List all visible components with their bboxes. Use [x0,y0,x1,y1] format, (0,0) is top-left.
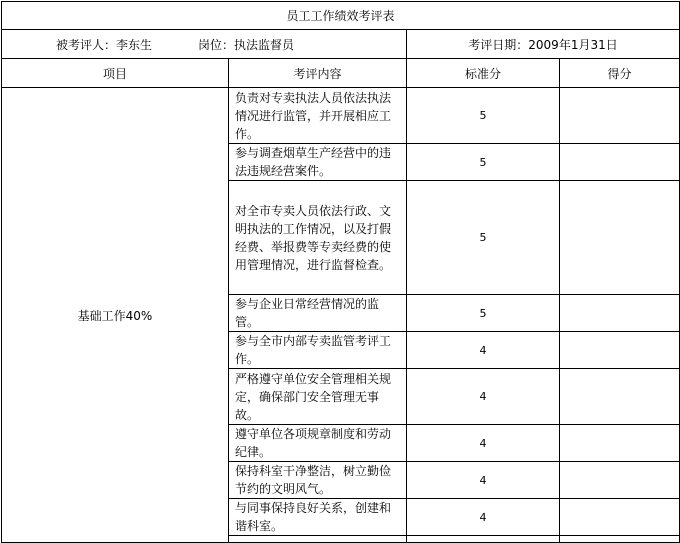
content-cell [229,332,407,369]
standard-score: 4 [407,499,560,536]
score-cell[interactable] [560,425,680,462]
content-cell [229,181,407,295]
info-left-cell [2,30,407,59]
content-text: 对全市专卖人员依法行政、文明执法的工作情况，以及打假经费、举报费等专卖经费的使用管理情况，进行监督检查。 [235,203,392,272]
standard-score: 5 [407,88,560,144]
content-cell [229,425,407,462]
header-item: 项目 [2,59,229,88]
category-cell: 基础工作40% [2,88,229,543]
standard-score: 5 [407,295,560,332]
standard-score: 5 [407,144,560,181]
standard-score: 5 [407,181,560,295]
score-cell[interactable] [560,144,680,181]
info-row [2,30,680,59]
content-text: 参与企业日常经营情况的监管。 [235,297,380,329]
standard-score-partial [407,536,560,543]
position-label: 岗位：执法监督员 [198,37,295,52]
title-row [2,2,680,30]
score-cell[interactable] [560,88,680,144]
appraisal-date: 考评日期：2009年1月31日 [407,30,680,59]
content-text: 遵守单位各项规章制度和劳动纪律。 [235,427,392,459]
standard-score: 4 [407,332,560,369]
content-cell-partial [229,536,407,543]
content-cell [229,295,407,332]
content-cell [229,462,407,499]
content-cell [229,369,407,425]
content-text: 参与全市内部专卖监管考评工作。 [235,334,392,366]
standard-score: 4 [407,425,560,462]
header-standard: 标准分 [407,59,560,88]
score-cell[interactable] [560,462,680,499]
score-cell-partial [560,536,680,543]
score-cell[interactable] [560,499,680,536]
content-text: 保持科室干净整洁，树立勤俭节约的文明风气。 [235,464,392,496]
standard-score: 4 [407,369,560,425]
header-content: 考评内容 [229,59,407,88]
content-cell [229,88,407,144]
score-cell[interactable] [560,369,680,425]
content-text: 与同事保持良好关系，创建和谐科室。 [235,501,392,533]
score-cell[interactable] [560,295,680,332]
content-text: 负责对专卖执法人员依法执法情况进行监管，并开展相应工作。 [235,90,392,141]
table-row [2,88,680,144]
standard-score: 4 [407,462,560,499]
header-row [2,59,680,88]
content-text: 参与调查烟草生产经营中的违法违规经营案件。 [235,146,392,178]
examinee-label: 被考评人：李东生 [56,37,153,52]
appraisal-table [1,1,680,543]
content-text: 严格遵守单位安全管理相关规定，确保部门安全管理无事故。 [235,371,392,422]
score-cell[interactable] [560,181,680,295]
header-score: 得分 [560,59,680,88]
content-cell [229,499,407,536]
table-title: 员工工作绩效考评表 [2,2,680,30]
score-cell[interactable] [560,332,680,369]
content-cell [229,144,407,181]
